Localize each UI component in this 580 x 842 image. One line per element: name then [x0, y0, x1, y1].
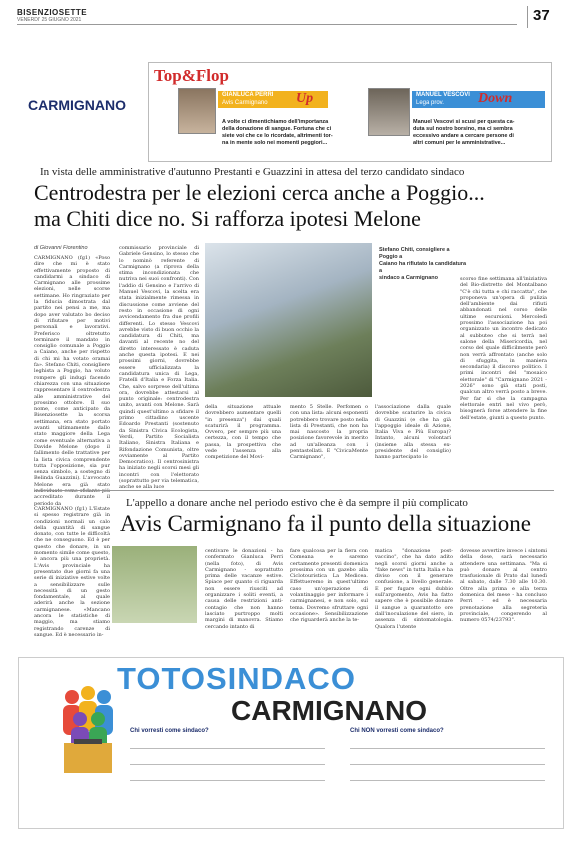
article-divider: [34, 490, 554, 491]
down-person-photo: [368, 88, 410, 136]
article2-column-2: centivare le donazioni - ha confermato Gianluca Perri (nella foto), di Avis Carmignano - soprattutto prima delle vacanze estive. Spiace per quanto ci riguarda non essere riusciti ad organizzare i soliti eventi, a causa delle restrizioni anti-contagio che non hanno lasciato purtroppo molti margini di manovra. Stiamo cercando intanto di: [205, 548, 283, 630]
article1-kicker: In vista delle amministrative d'autunno Prestanti e Guazzini in attesa del terzo candidato sindaco: [40, 166, 465, 178]
down-person-name: MANUEL VESCOVI: [416, 92, 470, 98]
up-person-photo: [178, 88, 216, 134]
article1-column-5: l'associazione dalla quale dovrebbe scaturire la civica di Guazzini (e che ha già l'appoggio ideale di Azione, Italia Viva e Più Europa)? Intanto, alcuni volontari (insieme alla stessa ex-presidente del consiglio) hanno partecipato lo: [375, 404, 451, 461]
article1-headline: Centrodestra per le elezioni cerca anche a Poggio... ma Chiti dice no. Si rafforza ipotesi Melone: [34, 180, 485, 231]
up-label: Up: [296, 91, 314, 106]
down-person-role: Lega prov.: [416, 100, 444, 106]
page-number: 37: [533, 7, 550, 24]
article2-kicker: L'appello a donare anche nel periodo estivo che è da sempre il più complicato: [126, 497, 468, 509]
vote-no-line-1[interactable]: [350, 748, 545, 749]
issue-date: VENERDI' 25 GIUGNO 2021: [17, 17, 82, 23]
vote-no-label: Chi NON vorresti come sindaco?: [350, 728, 444, 734]
totosindaco-title: TOTOSINDACO: [117, 661, 356, 696]
vote-no-line-2[interactable]: [350, 764, 545, 765]
header-rule: [17, 24, 517, 25]
top-flop-title: Top&Flop: [154, 66, 229, 85]
article1-byline: di Giovanni Fiorentino: [34, 245, 88, 251]
article1-column-6: scorso fine settimana all'iniziativa del Bio-distretto del Montalbano "C'è chi tutta e chi raccatta", che proponeva un'opera di pulizia dell'ambiente dai rifiuti abbandonati nel corso delle ultime escursioni. Mercoledì prossimo l'associazione ha poi organizzato un incontro dedicato al subbuteo che si terrà nel salone della Misericordia, nel corso del quale difficilmente però non verrà affrontato (anche solo di sfuggita, in maniera secondaria) il discorso politico. I primi incontri del "mosaico elettorale" di "Carmignano 2021 - 2026" sono già stati posti, qualcun altro verrà posto a breve. Per far sì che la campagna elettorale entri nel vivo però, bisognerà forse attendere la fine dell'estate, giunti a questo punto.: [460, 276, 547, 421]
article2-column-5: dovesse avvertire invece i sintomi della dose, sarà necessario attendere una settimana. "Ma si può donare al centro trasfusionale di Prato dal lunedì al sabato, dalle 7.30 alle 10.30. Oltre alla prima e alla terza domenica del mese - ha concluso Perri - ed è necessaria prenotazione alla segreteria provinciale, congerendo al numero 0574/23793".: [460, 548, 547, 624]
article1-column-2: commissario provinciale di Gabriele Gensino, lo stesso che lo nominò referente di Carmignano (a riprova della stima incondizionata che nutriva nei suoi confronti). Con l'addio di Gensino e l'arrivo di Manuel Vescovi, la scelta era stata inizialmente rimessa in discussione come avviene del resto in occasione di ogni avvicendamento fra due profili differenti. Lo stesso Vescovi avrebbe visto di buon occhio la candidatura di Chiti, ma davanti al recente no del diretto interessato è caduta anche questa ipotesi. E nei prossimi giorni, dovrebbe essere ufficializzata la candidatura unica di Lega, Fratelli d'Italia e Forza Italia. Che, salvo sorprese dell'ultima ora, dovrebbe attestarsi al punto originale: centrodestra unito, avanti con Melone. Sarà quindi quest'ultimo a sfidare il primo cittadino uscente Edoardo Prestanti (sostenuto da Sinistra Civica Ecologista, Verdi, Partito Socialista Italiano, Sinistra Italiana e Rifondazione Comunista, oltre ovviamente al Partito Democratico). Il centrosinistra ha iniziato negli scorsi mesi gli incontri con l'elettorato (soprattutto per via telematica, anche se alla luce: [119, 245, 199, 491]
vote-yes-label: Chi vorresti come sindaco?: [130, 728, 209, 734]
section-title: CARMIGNANO: [28, 97, 126, 113]
article1-photo: [205, 243, 372, 397]
vote-yes-line-2[interactable]: [130, 764, 325, 765]
article2-headline: Avis Carmignano fa il punto della situazione: [120, 511, 531, 536]
article1-column-3: della situazione attuale dovrebbero aumentare quelli "in presenza") dai quali scaturirà il programma. Ovvero, per sempre più una certezza, con il tempo che passa, la prospettiva che vede l'assenza alla competizione del Movi-: [205, 404, 281, 461]
article2-column-4: matica "donazione post-vaccino", che ha dato adito negli scorsi giorni anche a "fake news" in tutta Italia e ha diviso con il generare confusione, a livello generale. E per fugare ogni dubbio sull'argomento, Avis ha fatto sapere che è possibile donare il sangue a quarantotto ore dall'inoculazione del siero, in assenza di sintomatologia. Qualora l'utente: [375, 548, 453, 630]
vote-yes-line-3[interactable]: [130, 780, 325, 781]
article1-photo-caption: Stefano Chiti, consigliere a Poggio a Caiano ha rifiutato la candidatura a sindaco a Carmignano: [379, 247, 467, 281]
page-number-divider: [527, 6, 528, 28]
article1-column-1: CARMIGNANO (fg1) «Poso dire che mi è stato effettivamente proposto di candidarmi a sindaco di Carmignano alle prossime elezioni, nelle scorse settimane. Ho ringraziato per la fiducia dimostrata dal partito nei pensi a me, ma dopo aver valutato bo deciso di rifiutare per motivi personali e lavorativi. Preferisco oltretutto terminare il mandato in consiglio comunale a Poggio a Caiano, anche per rispetto di chi mi ha votato oramai fa». Stefano Chiti, consigliere leghista a Poggio, ha voluto rompere gli indugi facendo chiarezza con una situazione rappresentare il centrodestra alle amministrative del prossimo ottobre. Il suo nome, come anticipato da Bisenziosette la scorsa settimana, era stato portato avanti ultimamente dallo stato maggiore della Lega come eventuale alternativa a Davide Melone (dopo il fallimento delle trattative per la lista civica comprendente tutta l'opposizione, sia pur senza simbolo, a sostegno di Belinda Guazzini). L'avvocato Melone era già stato accreditato durante il periodo da: [34, 255, 110, 507]
newspaper-brand: BISENZIOSETTE: [17, 8, 88, 17]
article2-photo: [112, 546, 197, 623]
down-label: Down: [478, 91, 513, 106]
article2-column-3: fare qualcosa per la fiera con Comeana e saremo certamente presenti domenica prossima con un gazebo alla Ciclotouristica La Medicea. Effettueremo in quest'ultimo caso un'operazione di volantinaggio per informare i carmignanesi, e non solo, sul tema. Dovremo sfruttare ogni occasione». Sensibilizzazione che riguarderà anche la te-: [290, 548, 368, 624]
vote-no-line-3[interactable]: [350, 780, 545, 781]
voters-illustration-icon: [54, 683, 122, 775]
article1-column-4: mento 5 Stelle. Perfomen o con una lista: alcuni esponenti potrebbero trovare posto nella lista di Prestanti, che non ha mai nascosto la propria posizione favorevole in merito ad un'alleanza con i pentastellati. E "CivicaMente Carmignano",: [290, 404, 368, 461]
totosindaco-subtitle: CARMIGNANO: [231, 695, 427, 726]
down-comment: Manuel Vescovi si scusi per questa ca- duta sul nostro borsino, ma ci sembra eccessivo andare a cercare persone di altri comuni per le amministrative...: [413, 119, 515, 146]
up-comment: A volte ci dimentichiamo dell'importanza della donazione di sangue. Fortuna che ci siete voi che ce lo ricordate, altrimenti tor- na in mente solo nei momenti peggiori...: [222, 119, 333, 146]
up-person-role: Avis Carmignano: [222, 100, 268, 106]
up-person-name: GIANLUCA PERRI: [222, 92, 274, 98]
article2-column-1: CARMIGNANO (fg1) L'Estate si spesso registrare già in condizioni normali un calo della quantità di sangue donato, con tutte le difficoltà che ne conseguono. Ed è per questo che donare, in un momento simile come questo, è ancora più una proprietà. L'Avis provinciale ha presentato due giorni fa una serie di iniziative estive volte a sensibilizzare sulle necessità di un gesto fondamentale, al quale aderirà anche la sezione carmignanese. «Mancano ancora le statistiche di maggio, ma stiamo registrando carenze di sangue. Ed è necessario in-: [34, 506, 110, 638]
vote-yes-line-1[interactable]: [130, 748, 325, 749]
